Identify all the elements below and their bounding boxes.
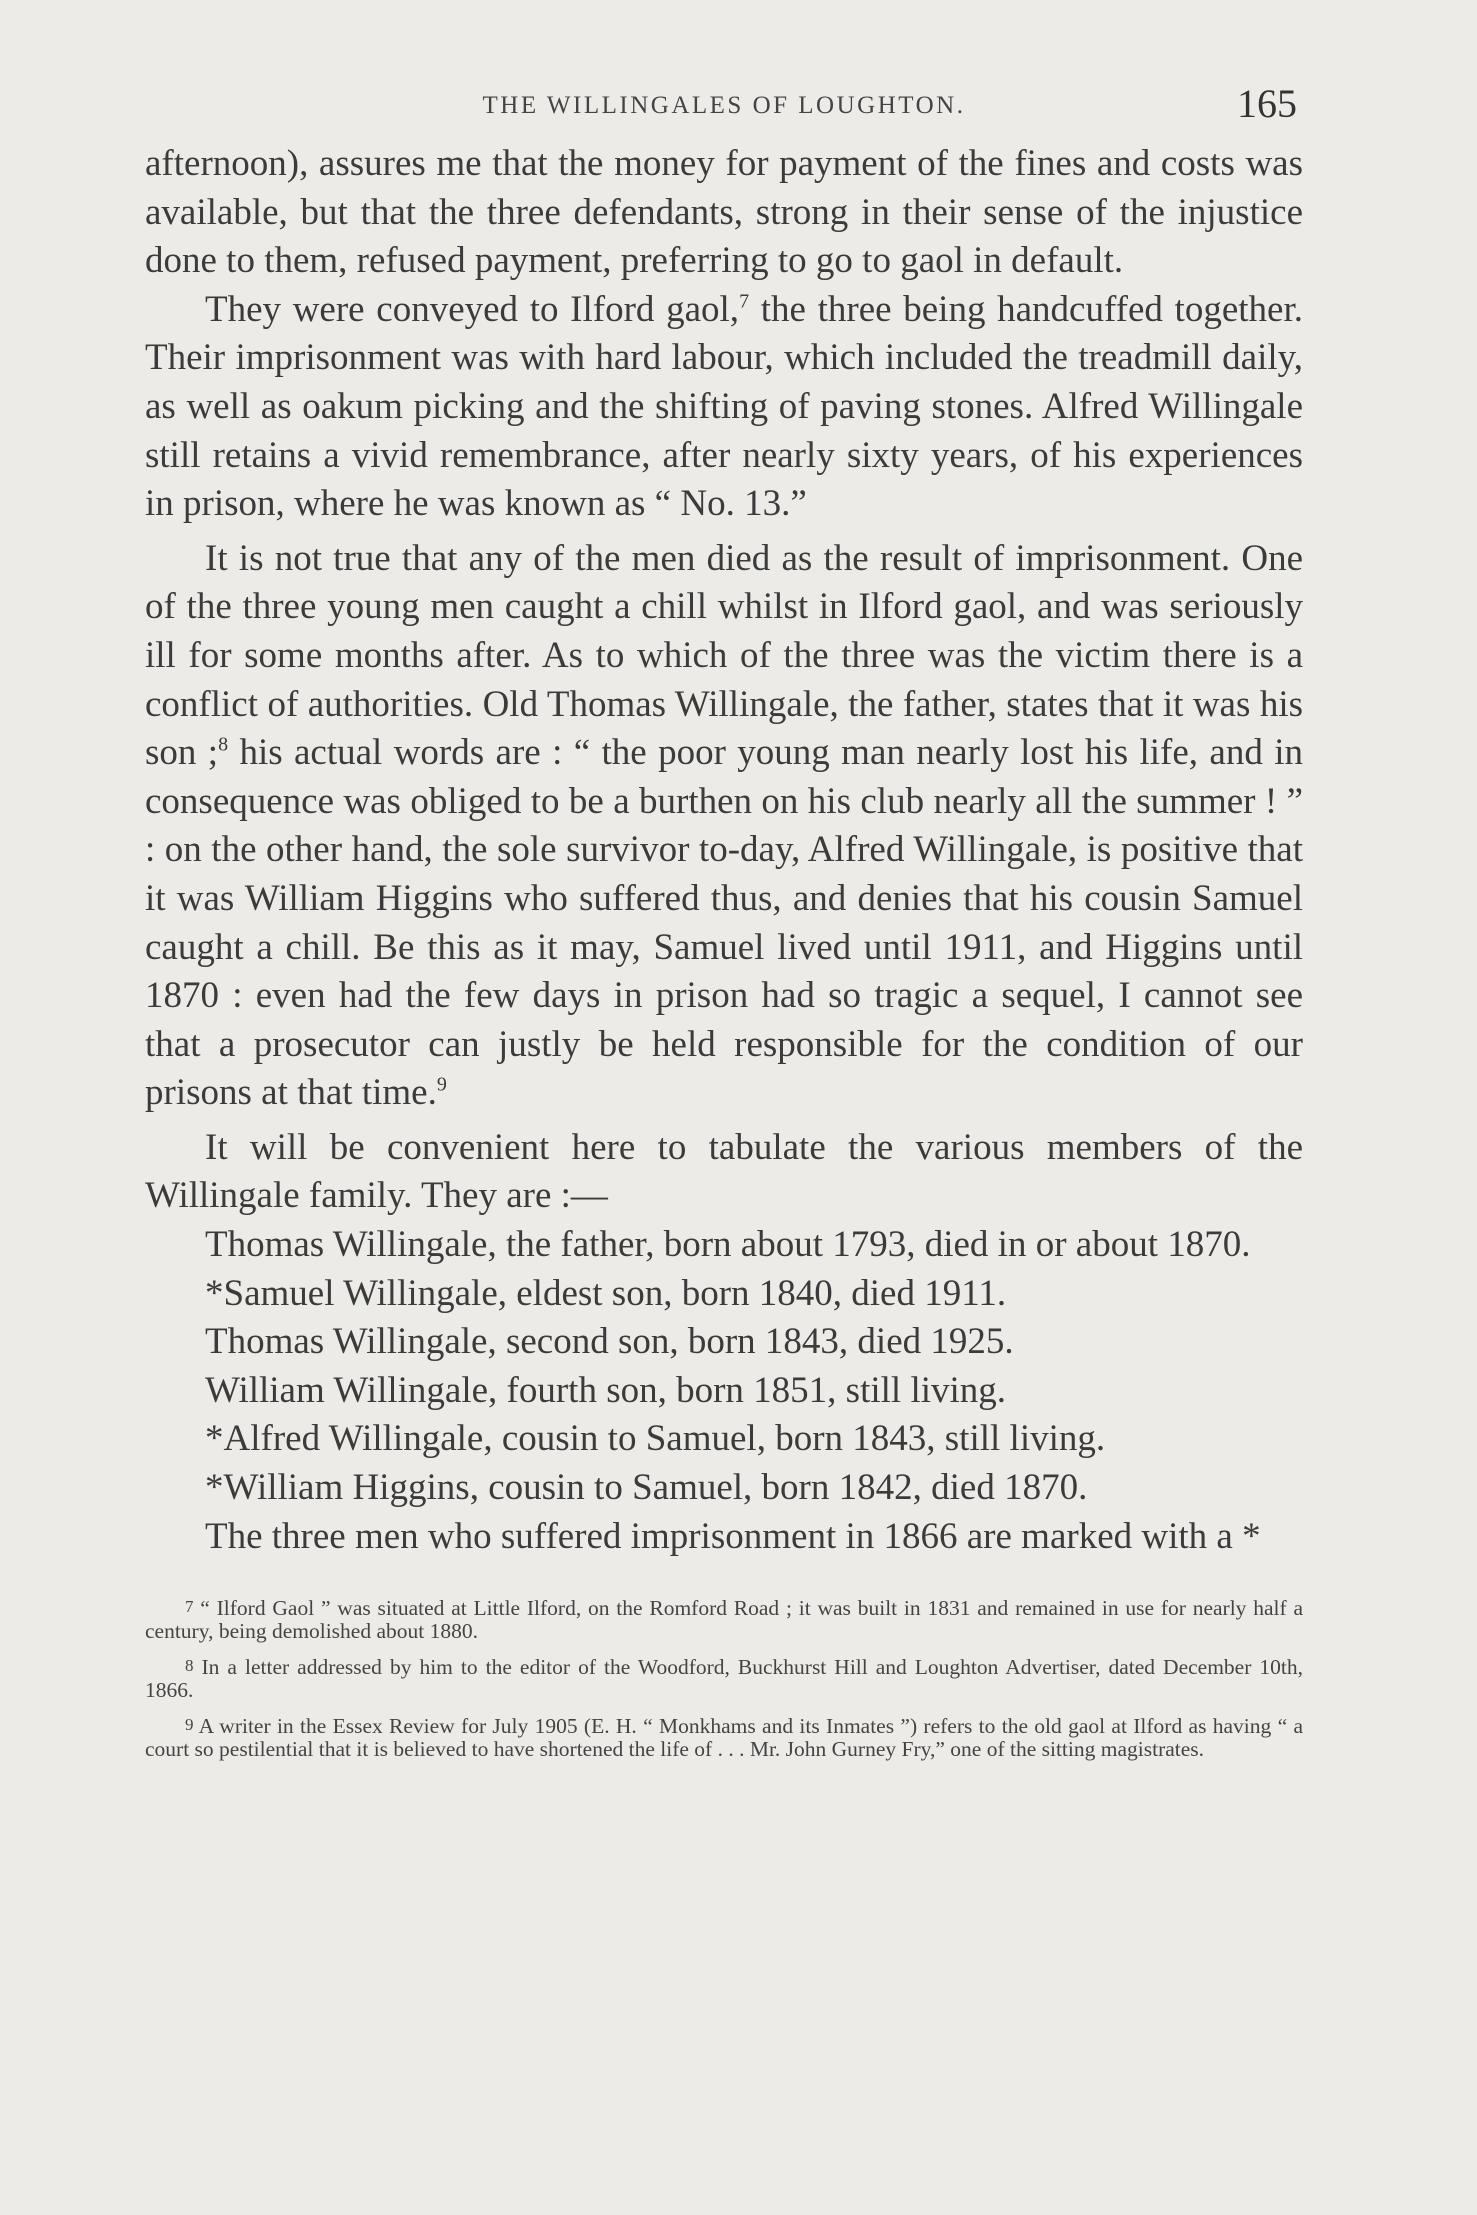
list-item: *William Higgins, cousin to Samuel, born 1842, died 1870.: [205, 1467, 1088, 1509]
paragraph-family-intro: It will be convenient here to tabulate the various members of the Willingale family. They are :—: [145, 1126, 1303, 1217]
paragraph-imprisonment: [145, 286, 1303, 529]
list-item: William Willingale, fourth son, born 1851, still living.: [205, 1369, 1007, 1411]
paragraph-text: They were conveyed to Ilford gaol,: [205, 288, 740, 330]
footnote-ref: 8: [218, 733, 229, 756]
list-item: *Samuel Willingale, eldest son, born 1840, died 1911.: [205, 1272, 1007, 1314]
body-text: [145, 140, 1303, 1561]
footnotes: [145, 1595, 1303, 1761]
list-item: Thomas Willingale, the father, born about 1793, died in or about 1870.: [205, 1224, 1251, 1266]
footnote-ref: 9: [436, 1073, 447, 1096]
paragraph-continuation: afternoon), assures me that the money for payment of the fines and costs was available, but that the three defendants, strong in their sense of the injustice done to them, refused payment, preferring to go to gaol in default.: [145, 143, 1303, 282]
paragraph-text: his actual words are : “ the poor young man nearly lost his life, and in consequence was obliged to be a burthen on his club nearly all the summer ! ” : on the other hand, the sole survivor to-day, Alfred Willingale, is positive that it was William Higgins who suffered thus, and denies that his cousin Samuel caught a chill. Be this as it may, Samuel lived until 1911, and Higgins until 1870 : even had the few days in prison had so tragic a sequel, I cannot see that a prosecutor can justly be held responsible for the condition of our prisons at that time.: [145, 732, 1303, 1114]
list-item: *Alfred Willingale, cousin to Samuel, born 1843, still living.: [205, 1418, 1106, 1460]
book-page: [145, 81, 1303, 1772]
family-member-list: [145, 1221, 1303, 1513]
footnote-number: 9: [185, 1715, 194, 1735]
paragraph-closing: The three men who suffered imprisonment in 1866 are marked with a *: [205, 1515, 1261, 1557]
footnote-number: 7: [185, 1597, 194, 1617]
footnote-8: [145, 1654, 1303, 1702]
paragraph-text: the three being handcuffed together. Their imprisonment was with hard labour, which included the treadmill daily, as well as oakum picking and the shifting of paving stones. Alfred Willingale still retains a vivid remembrance, after nearly sixty years, of his experiences in prison, where he was known as “ No. 13.”: [145, 288, 1303, 525]
footnote-ref: 7: [739, 290, 750, 313]
running-title: THE WILLINGALES OF LOUGHTON.: [482, 92, 966, 119]
footnote-text: A writer in the Essex Review for July 1905 (E. H. “ Monkhams and its Inmates ”) refers to the old gaol at Ilford as having “ a court so pestilential that it is believed to have shortened the life of . . . Mr. John Gurney Fry,” one of the sitting magistrates.: [145, 1714, 1303, 1762]
footnote-text: In a letter addressed by him to the editor of the Woodford, Buckhurst Hill and Loughton Advertiser, dated December 10th, 1866.: [145, 1655, 1303, 1703]
paragraph-illness: [145, 535, 1303, 1118]
paragraph-text: It is not true that any of the men died as the result of imprisonment. One of the three young men caught a chill whilst in Ilford gaol, and was seriously ill for some months after. As to which of the three was the victim there is a conflict of authorities. Old Thomas Willingale, the father, states that it was his son ;: [145, 537, 1303, 774]
running-head: [145, 81, 1303, 140]
page-number: 165: [1237, 81, 1297, 126]
footnote-number: 8: [185, 1656, 194, 1676]
footnote-text: “ Ilford Gaol ” was situated at Little Ilford, on the Romford Road ; it was built in 1831 and remained in use for nearly half a century, being demolished about 1880.: [145, 1596, 1303, 1644]
footnote-7: [145, 1595, 1303, 1643]
list-item: Thomas Willingale, second son, born 1843, died 1925.: [205, 1321, 1014, 1363]
footnote-9: [145, 1713, 1303, 1761]
